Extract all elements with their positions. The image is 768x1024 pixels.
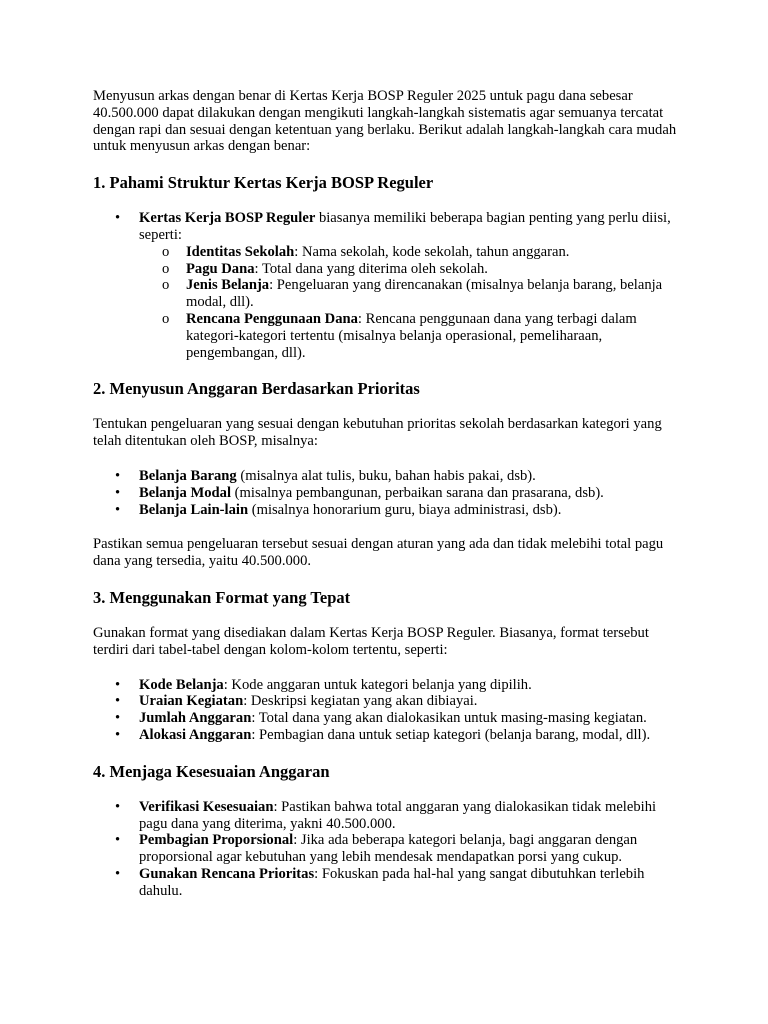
item-term: Belanja Barang bbox=[139, 467, 237, 484]
list-item bbox=[93, 468, 683, 485]
section-2-paragraph-2: Pastikan semua pengeluaran tersebut sesuai dengan aturan yang ada dan tidak melebihi total pagu dana yang tersedia, yaitu 40.500.000. bbox=[93, 536, 664, 570]
item-text: : Pembagian dana untuk setiap kategori (belanja barang, modal, dll). bbox=[251, 726, 651, 743]
section-3-paragraph: Gunakan format yang disediakan dalam Kertas Kerja BOSP Reguler. Biasanya, format tersebut terdiri dari tabel-tabel dengan kolom-kolom tertentu, seperti: bbox=[93, 624, 649, 658]
item-term: Verifikasi Kesesuaian bbox=[139, 798, 274, 815]
list-item bbox=[93, 832, 683, 866]
item-term: Jumlah Anggaran bbox=[139, 710, 252, 727]
section-4-heading: 4. Menjaga Kesesuaian Anggaran bbox=[93, 761, 330, 781]
item-text: : Kode anggaran untuk kategori belanja yang dipilih. bbox=[223, 676, 532, 693]
item-term: Belanja Modal bbox=[139, 484, 232, 501]
item-text: : Jika ada beberapa kategori belanja, bagi anggaran dengan proporsional agar kebutuhan yang lebih mendesak mendapatkan porsi yang cukup. bbox=[139, 832, 638, 866]
item-text: : Total dana yang akan dialokasikan untuk masing-masing kegiatan. bbox=[251, 710, 647, 727]
item-text: (misalnya honorarium guru, biaya administrasi, dsb). bbox=[248, 501, 562, 518]
section-1-list bbox=[93, 210, 683, 361]
section-1-heading: 1. Pahami Struktur Kertas Kerja BOSP Reguler bbox=[93, 173, 434, 193]
section-2-list bbox=[93, 468, 683, 518]
item-text: : Fokuskan pada hal-hal yang sangat dibutuhkan terlebih dahulu. bbox=[139, 865, 645, 899]
list-item bbox=[93, 866, 683, 900]
section-2-paragraph-1: Tentukan pengeluaran yang sesuai dengan kebutuhan prioritas sekolah berdasarkan kategori yang telah ditentukan oleh BOSP, misalnya: bbox=[93, 416, 662, 450]
section-4-list bbox=[93, 799, 683, 900]
item-term: Alokasi Anggaran bbox=[139, 726, 252, 743]
sublist-item bbox=[139, 277, 683, 311]
list-item bbox=[93, 502, 683, 519]
sublist-item bbox=[139, 261, 683, 278]
item-term: Kertas Kerja BOSP Reguler bbox=[139, 210, 316, 227]
item-term: Uraian Kegiatan bbox=[139, 693, 244, 710]
item-term: Belanja Lain-lain bbox=[139, 501, 249, 518]
section-1-sublist bbox=[139, 244, 683, 362]
item-term: Pagu Dana bbox=[186, 260, 255, 277]
item-text: : Pengeluaran yang direncanakan (misalnya belanja barang, belanja modal, dll). bbox=[186, 277, 663, 311]
item-term: Pembagian Proporsional bbox=[139, 832, 294, 849]
item-text: : Total dana yang diterima oleh sekolah. bbox=[254, 260, 488, 277]
item-text: : Rencana penggunaan dana yang terbagi dalam kategori-kategori tertentu (misalnya belanja operasional, pemeliharaan, pengembangan, dll). bbox=[186, 310, 637, 361]
item-text: : Deskripsi kegiatan yang akan dibiayai. bbox=[243, 693, 478, 710]
item-term: Gunakan Rencana Prioritas bbox=[139, 865, 315, 882]
list-item bbox=[93, 485, 683, 502]
list-item bbox=[93, 727, 683, 744]
list-item bbox=[93, 210, 683, 361]
item-text: (misalnya alat tulis, buku, bahan habis pakai, dsb). bbox=[236, 467, 536, 484]
list-item bbox=[93, 710, 683, 727]
intro-paragraph: Menyusun arkas dengan benar di Kertas Kerja BOSP Reguler 2025 untuk pagu dana sebesar 40.500.000 dapat dilakukan dengan mengikuti langkah-langkah sistematis agar semuanya tercatat dengan rapi dan sesuai dengan ketentuan yang berlaku. Berikut adalah langkah-langkah cara mudah untuk menyusun arkas dengan benar: bbox=[93, 88, 677, 155]
item-text: : Nama sekolah, kode sekolah, tahun anggaran. bbox=[294, 243, 570, 260]
sublist-item bbox=[139, 244, 683, 261]
item-text: (misalnya pembangunan, perbaikan sarana dan prasarana, dsb). bbox=[231, 484, 604, 501]
item-term: Identitas Sekolah bbox=[186, 243, 295, 260]
list-item bbox=[93, 799, 683, 833]
list-item bbox=[93, 693, 683, 710]
item-term: Kode Belanja bbox=[139, 676, 224, 693]
section-2-heading: 2. Menyusun Anggaran Berdasarkan Prioritas bbox=[93, 379, 420, 399]
sublist-item bbox=[139, 311, 683, 361]
item-text: biasanya memiliki beberapa bagian penting yang perlu diisi, seperti: bbox=[139, 210, 671, 243]
item-term: Rencana Penggunaan Dana bbox=[186, 310, 358, 327]
list-item bbox=[93, 677, 683, 694]
document-page bbox=[93, 88, 683, 918]
item-term: Jenis Belanja bbox=[186, 277, 270, 294]
section-3-list bbox=[93, 677, 683, 744]
item-text: : Pastikan bahwa total anggaran yang dialokasikan tidak melebihi pagu dana yang diterima, yakni 40.500.000. bbox=[139, 798, 657, 832]
section-3-heading: 3. Menggunakan Format yang Tepat bbox=[93, 587, 351, 607]
